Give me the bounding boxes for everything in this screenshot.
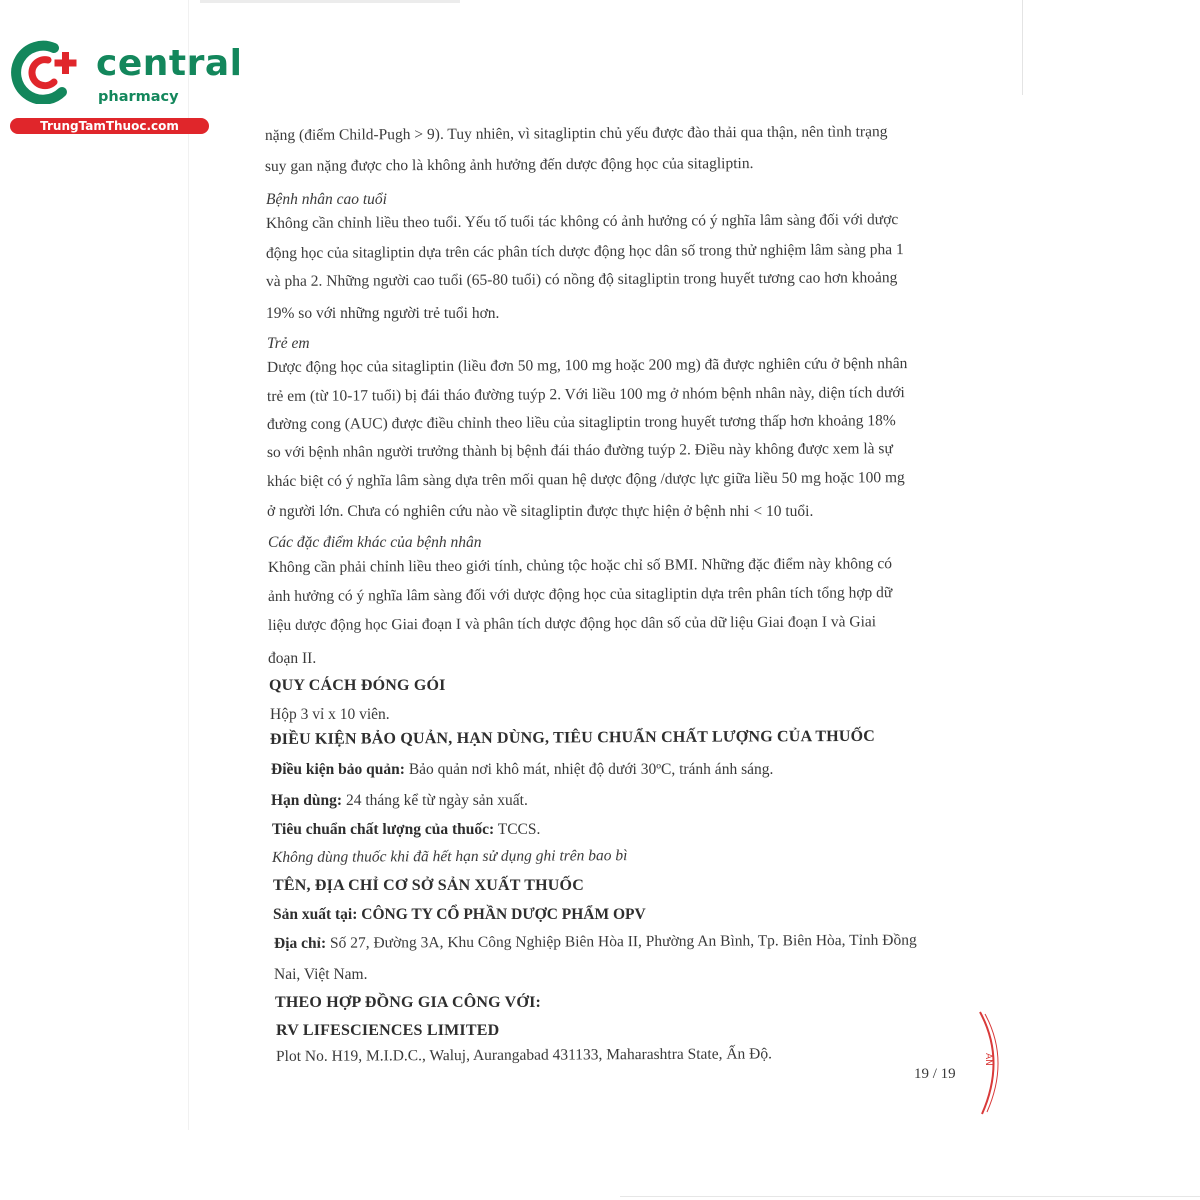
storage-conditions (271, 760, 773, 780)
storage-label: Điều kiện bảo quản: (271, 761, 405, 778)
body-text-line: nặng (điểm Child-Pugh > 9). Tuy nhiên, vì sitagliptin chủ yếu được đào thải qua thận, nên tình trạng (264, 123, 888, 144)
expiry-warning: Không dùng thuốc khi đã hết hạn sử dụng ghi trên bao bì (271, 847, 628, 866)
address-label: Địa chỉ: (273, 934, 327, 952)
page-number: 19 / 19 (914, 1066, 956, 1082)
partner-name: RV LIFESCIENCES LIMITED (276, 1022, 500, 1039)
red-seal-stamp (972, 1008, 1012, 1118)
body-text-line: ở người lớn. Chưa có nghiên cứu nào về sitagliptin được thực hiện ở bệnh nhi < 10 tuổi. (267, 503, 814, 520)
packaging-text: Hộp 3 vỉ x 10 viên. (270, 706, 390, 723)
made-label: Sản xuất tại: (273, 906, 358, 923)
section-heading-manufacturer: TÊN, ĐỊA CHỈ CƠ SỞ SẢN XUẤT THUỐC (273, 877, 584, 894)
address-line (274, 931, 917, 954)
logo-wordmark: central (96, 43, 243, 84)
address-value: Số 27, Đường 3A, Khu Công Nghiệp Biên Hòa II, Phường An Bình, Tp. Biên Hòa, Tỉnh Đồng (326, 931, 917, 952)
body-text-line: đoạn II. (268, 650, 317, 667)
address-line: Nai, Việt Nam. (274, 966, 368, 983)
made-value: CÔNG TY CỔ PHẦN DƯỢC PHẨM OPV (357, 906, 646, 923)
section-subheading: Bệnh nhân cao tuổi (266, 191, 387, 208)
body-text-line: và pha 2. Những người cao tuổi (65-80 tuổi) có nồng độ sitagliptin trong huyết tương cao hơn khoảng (265, 269, 898, 290)
logo-site-banner: TrungTamThuoc.com (10, 118, 209, 134)
storage-value: Bảo quản nơi khô mát, nhiệt độ dưới 30ºC, tránh ánh sáng. (404, 761, 774, 778)
standard-label: Tiêu chuẩn chất lượng của thuốc: (272, 821, 495, 838)
section-heading-storage: ĐIỀU KIỆN BẢO QUẢN, HẠN DÙNG, TIÊU CHUẨN CHẤT LƯỢNG CỦA THUỐC (269, 727, 876, 748)
body-text-line: đường cong (AUC) được điều chỉnh theo liều của sitagliptin trong huyết tương thấp hơn khoảng 18% (266, 412, 896, 433)
expiry-line (271, 791, 528, 811)
body-text-line: trẻ em (từ 10-17 tuổi) bị đái tháo đường tuýp 2. Với liều 100 mg ở nhóm bệnh nhân này, diện tích dưới (266, 384, 905, 405)
svg-text:AN: AN (983, 1053, 993, 1066)
body-text-line: động học của sitagliptin dựa trên các phân tích dược động học dân số trong thử nghiệm lâm sàng pha 1 (265, 241, 904, 262)
manufacturer-line (273, 905, 646, 925)
expiry-value: 24 tháng kể từ ngày sản xuất. (342, 792, 528, 809)
body-text-line: so với bệnh nhân người trưởng thành bị bệnh đái tháo đường tuýp 2. Điều này không được xem là sự (266, 440, 893, 461)
body-text-line: khác biệt có ý nghĩa lâm sàng dựa trên mối quan hệ dược động /dược lực giữa liều 50 mg hoặc 100 mg (266, 469, 905, 490)
section-subheading: Các đặc điểm khác của bệnh nhân (268, 534, 482, 551)
body-text-line: ảnh hưởng có ý nghĩa lâm sàng đối với dược động học của sitagliptin dựa trên phân tích tổng hợp dữ (267, 584, 893, 605)
body-text-line: Không cần phải chỉnh liều theo giới tính, chủng tộc hoặc chỉ số BMI. Những đặc điểm này không có (267, 555, 893, 576)
body-text-line: 19% so với những người trẻ tuổi hơn. (266, 305, 500, 322)
body-text-line: liệu dược động học Giai đoạn I và phân tích dược động học dân số của dữ liệu Giai đoạn I và Giai (267, 613, 877, 634)
expiry-label: Hạn dùng: (271, 792, 343, 809)
body-text-line: suy gan nặng được cho là không ảnh hưởng đến dược động học của sitagliptin. (264, 155, 754, 175)
standard-value: TCCS. (494, 821, 541, 838)
logo-subtitle: pharmacy (98, 89, 179, 105)
partner-address: Plot No. H19, M.I.D.C., Waluj, Aurangabad 431133, Maharashtra State, Ấn Độ. (275, 1045, 773, 1065)
quality-standard-line (272, 820, 540, 840)
section-subheading: Trẻ em (267, 335, 310, 352)
body-text-line: Không cần chỉnh liều theo tuổi. Yếu tố tuổi tác không có ảnh hưởng có ý nghĩa lâm sàng đối với dược (265, 211, 899, 232)
body-text-line: Dược động học của sitagliptin (liều đơn 50 mg, 100 mg hoặc 200 mg) đã được nghiên cứu ở bệnh nhân (266, 355, 908, 376)
section-heading-contract: THEO HỢP ĐỒNG GIA CÔNG VỚI: (275, 994, 542, 1011)
section-heading-packaging: QUY CÁCH ĐÓNG GÓI (269, 677, 446, 694)
